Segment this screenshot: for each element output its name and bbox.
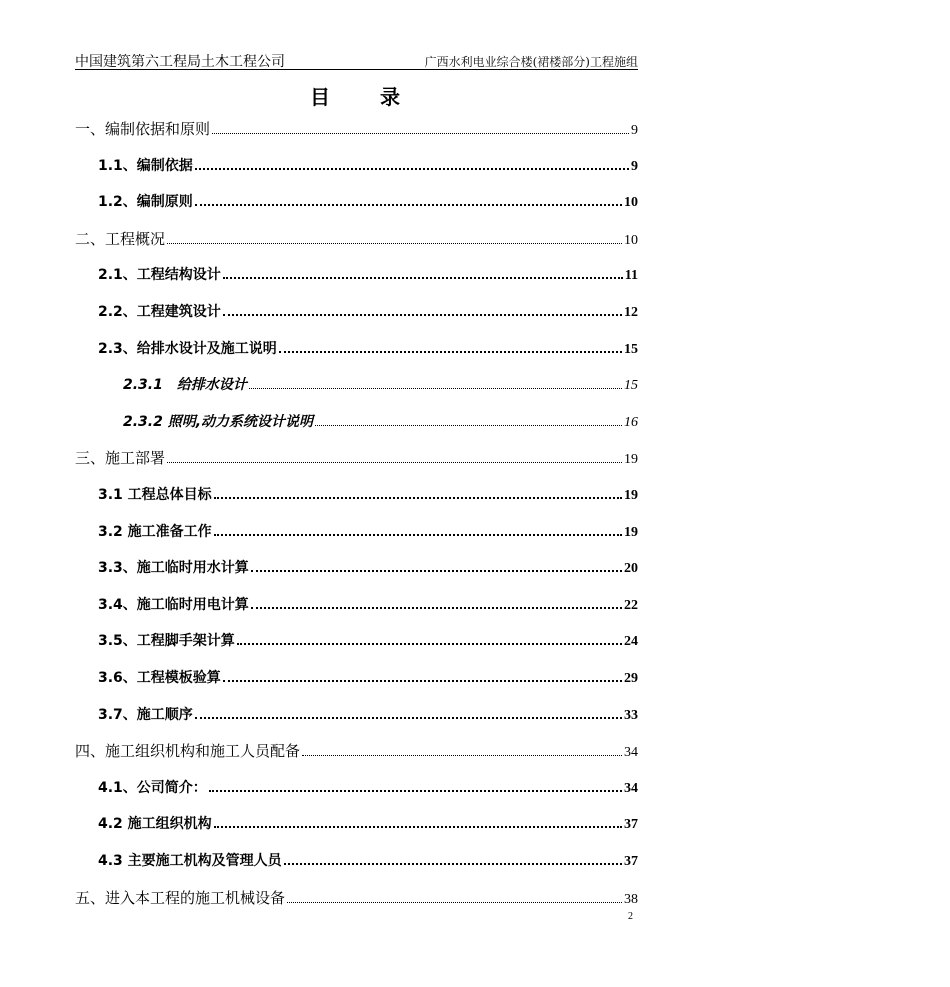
toc-entry[interactable] xyxy=(98,777,638,799)
toc-entry-page: 19 xyxy=(624,488,638,503)
toc-entry[interactable] xyxy=(98,850,638,872)
toc-entry-page: 9 xyxy=(631,123,638,138)
toc-entry-page: 38 xyxy=(624,892,638,907)
page-number: 2 xyxy=(628,911,633,922)
header-project: 广西水利电业综合楼(裙楼部分)工程施组 xyxy=(424,55,638,69)
toc-entry-label: 4.3 主要施工机构及管理人员 xyxy=(98,853,282,869)
toc-leader-dots xyxy=(195,203,622,206)
toc-entry-label: 3.3、施工临时用水计算 xyxy=(98,560,249,576)
toc-entry-page: 10 xyxy=(624,195,638,210)
toc-leader-dots xyxy=(223,276,623,279)
toc-entry-label: 1.1、编制依据 xyxy=(98,158,193,174)
toc-entry-label: 一、编制依据和原则 xyxy=(75,120,211,138)
toc-entry-page: 9 xyxy=(631,159,638,174)
toc-leader-dots xyxy=(214,825,622,828)
toc-entry-page: 33 xyxy=(624,708,638,723)
toc-leader-dots xyxy=(167,242,622,244)
toc-leader-dots xyxy=(249,387,622,389)
toc-entry-page: 22 xyxy=(624,598,638,613)
toc-entry-label: 3.2 施工准备工作 xyxy=(98,524,212,540)
toc-entry[interactable] xyxy=(98,630,638,652)
toc-entry-label: 3.7、施工顺序 xyxy=(98,707,193,723)
toc-entry-label: 2.1、工程结构设计 xyxy=(98,267,221,283)
toc-entry[interactable] xyxy=(98,557,638,579)
toc-leader-dots xyxy=(195,716,622,719)
toc-entry[interactable] xyxy=(98,338,638,360)
toc-entry[interactable] xyxy=(98,704,638,726)
toc-entry-page: 10 xyxy=(624,233,638,248)
toc-entry-page: 12 xyxy=(624,305,638,320)
toc-leader-dots xyxy=(237,642,622,645)
toc-entry[interactable] xyxy=(75,447,638,469)
toc-entry-label: 3.4、施工临时用电计算 xyxy=(98,597,249,613)
toc-entry[interactable] xyxy=(123,374,638,396)
toc-entry[interactable] xyxy=(123,411,638,433)
toc-entry-page: 34 xyxy=(624,781,638,796)
toc-entry-label: 3.6、工程模板验算 xyxy=(98,670,221,686)
toc-leader-dots xyxy=(251,569,622,572)
toc-leader-dots xyxy=(195,167,629,170)
toc-entry[interactable] xyxy=(98,813,638,835)
toc-entry-label: 2.3.1 给排水设计 xyxy=(123,377,247,393)
header-company: 中国建筑第六工程局土木工程公司 xyxy=(75,54,285,70)
toc-entry[interactable] xyxy=(75,228,638,250)
toc-entry-page: 16 xyxy=(624,415,638,430)
toc-entry-label: 3.5、工程脚手架计算 xyxy=(98,633,235,649)
toc-entry[interactable] xyxy=(98,594,638,616)
toc-entry-page: 15 xyxy=(624,342,638,357)
toc-entry-label: 四、施工组织机构和施工人员配备 xyxy=(75,742,301,760)
toc-leader-dots xyxy=(214,496,622,499)
toc-entry-page: 37 xyxy=(624,854,638,869)
toc-entry-label: 2.3、给排水设计及施工说明 xyxy=(98,341,277,357)
header-rule xyxy=(75,69,638,70)
toc-leader-dots xyxy=(223,313,622,316)
toc-entry[interactable] xyxy=(98,155,638,177)
toc-entry-label: 二、工程概况 xyxy=(75,230,166,248)
page-header xyxy=(75,50,638,70)
toc-entry[interactable] xyxy=(98,667,638,689)
toc-entry[interactable] xyxy=(75,118,638,140)
toc-title: 目录 xyxy=(310,85,450,109)
toc-entry-label: 2.2、工程建筑设计 xyxy=(98,304,221,320)
toc-leader-dots xyxy=(223,679,622,682)
toc-leader-dots xyxy=(214,533,622,536)
toc-entry-page: 24 xyxy=(624,634,638,649)
toc-entry-label: 4.1、公司简介： xyxy=(98,780,207,796)
toc-leader-dots xyxy=(302,754,622,756)
toc-entry-page: 29 xyxy=(624,671,638,686)
toc-leader-dots xyxy=(167,461,622,463)
toc-entry-label: 3.1 工程总体目标 xyxy=(98,487,212,503)
toc-leader-dots xyxy=(284,862,622,865)
toc-leader-dots xyxy=(251,606,622,609)
toc-leader-dots xyxy=(279,350,622,353)
toc-entry-page: 37 xyxy=(624,817,638,832)
toc-entry[interactable] xyxy=(98,191,638,213)
toc-entry-page: 11 xyxy=(624,268,638,283)
toc-entry-label: 三、施工部署 xyxy=(75,449,166,467)
toc-entry-label: 1.2、编制原则 xyxy=(98,194,193,210)
toc-entry[interactable] xyxy=(98,484,638,506)
toc-entry[interactable] xyxy=(98,264,638,286)
toc-entry-label: 五、进入本工程的施工机械设备 xyxy=(75,889,286,907)
toc-entry[interactable] xyxy=(98,521,638,543)
toc-leader-dots xyxy=(212,132,629,134)
toc-leader-dots xyxy=(315,424,622,426)
toc-leader-dots xyxy=(287,901,622,903)
toc-entry[interactable] xyxy=(98,301,638,323)
toc-entry-label: 4.2 施工组织机构 xyxy=(98,816,212,832)
toc-entry[interactable] xyxy=(75,887,638,909)
toc-entry-page: 19 xyxy=(624,452,638,467)
toc-entry-label: 2.3.2 照明,动力系统设计说明 xyxy=(123,414,314,430)
toc-entry-page: 20 xyxy=(624,561,638,576)
toc-leader-dots xyxy=(209,789,622,792)
toc-entry[interactable] xyxy=(75,740,638,762)
toc-entry-page: 19 xyxy=(624,525,638,540)
toc-entry-page: 34 xyxy=(624,745,638,760)
toc-entry-page: 15 xyxy=(624,378,638,393)
